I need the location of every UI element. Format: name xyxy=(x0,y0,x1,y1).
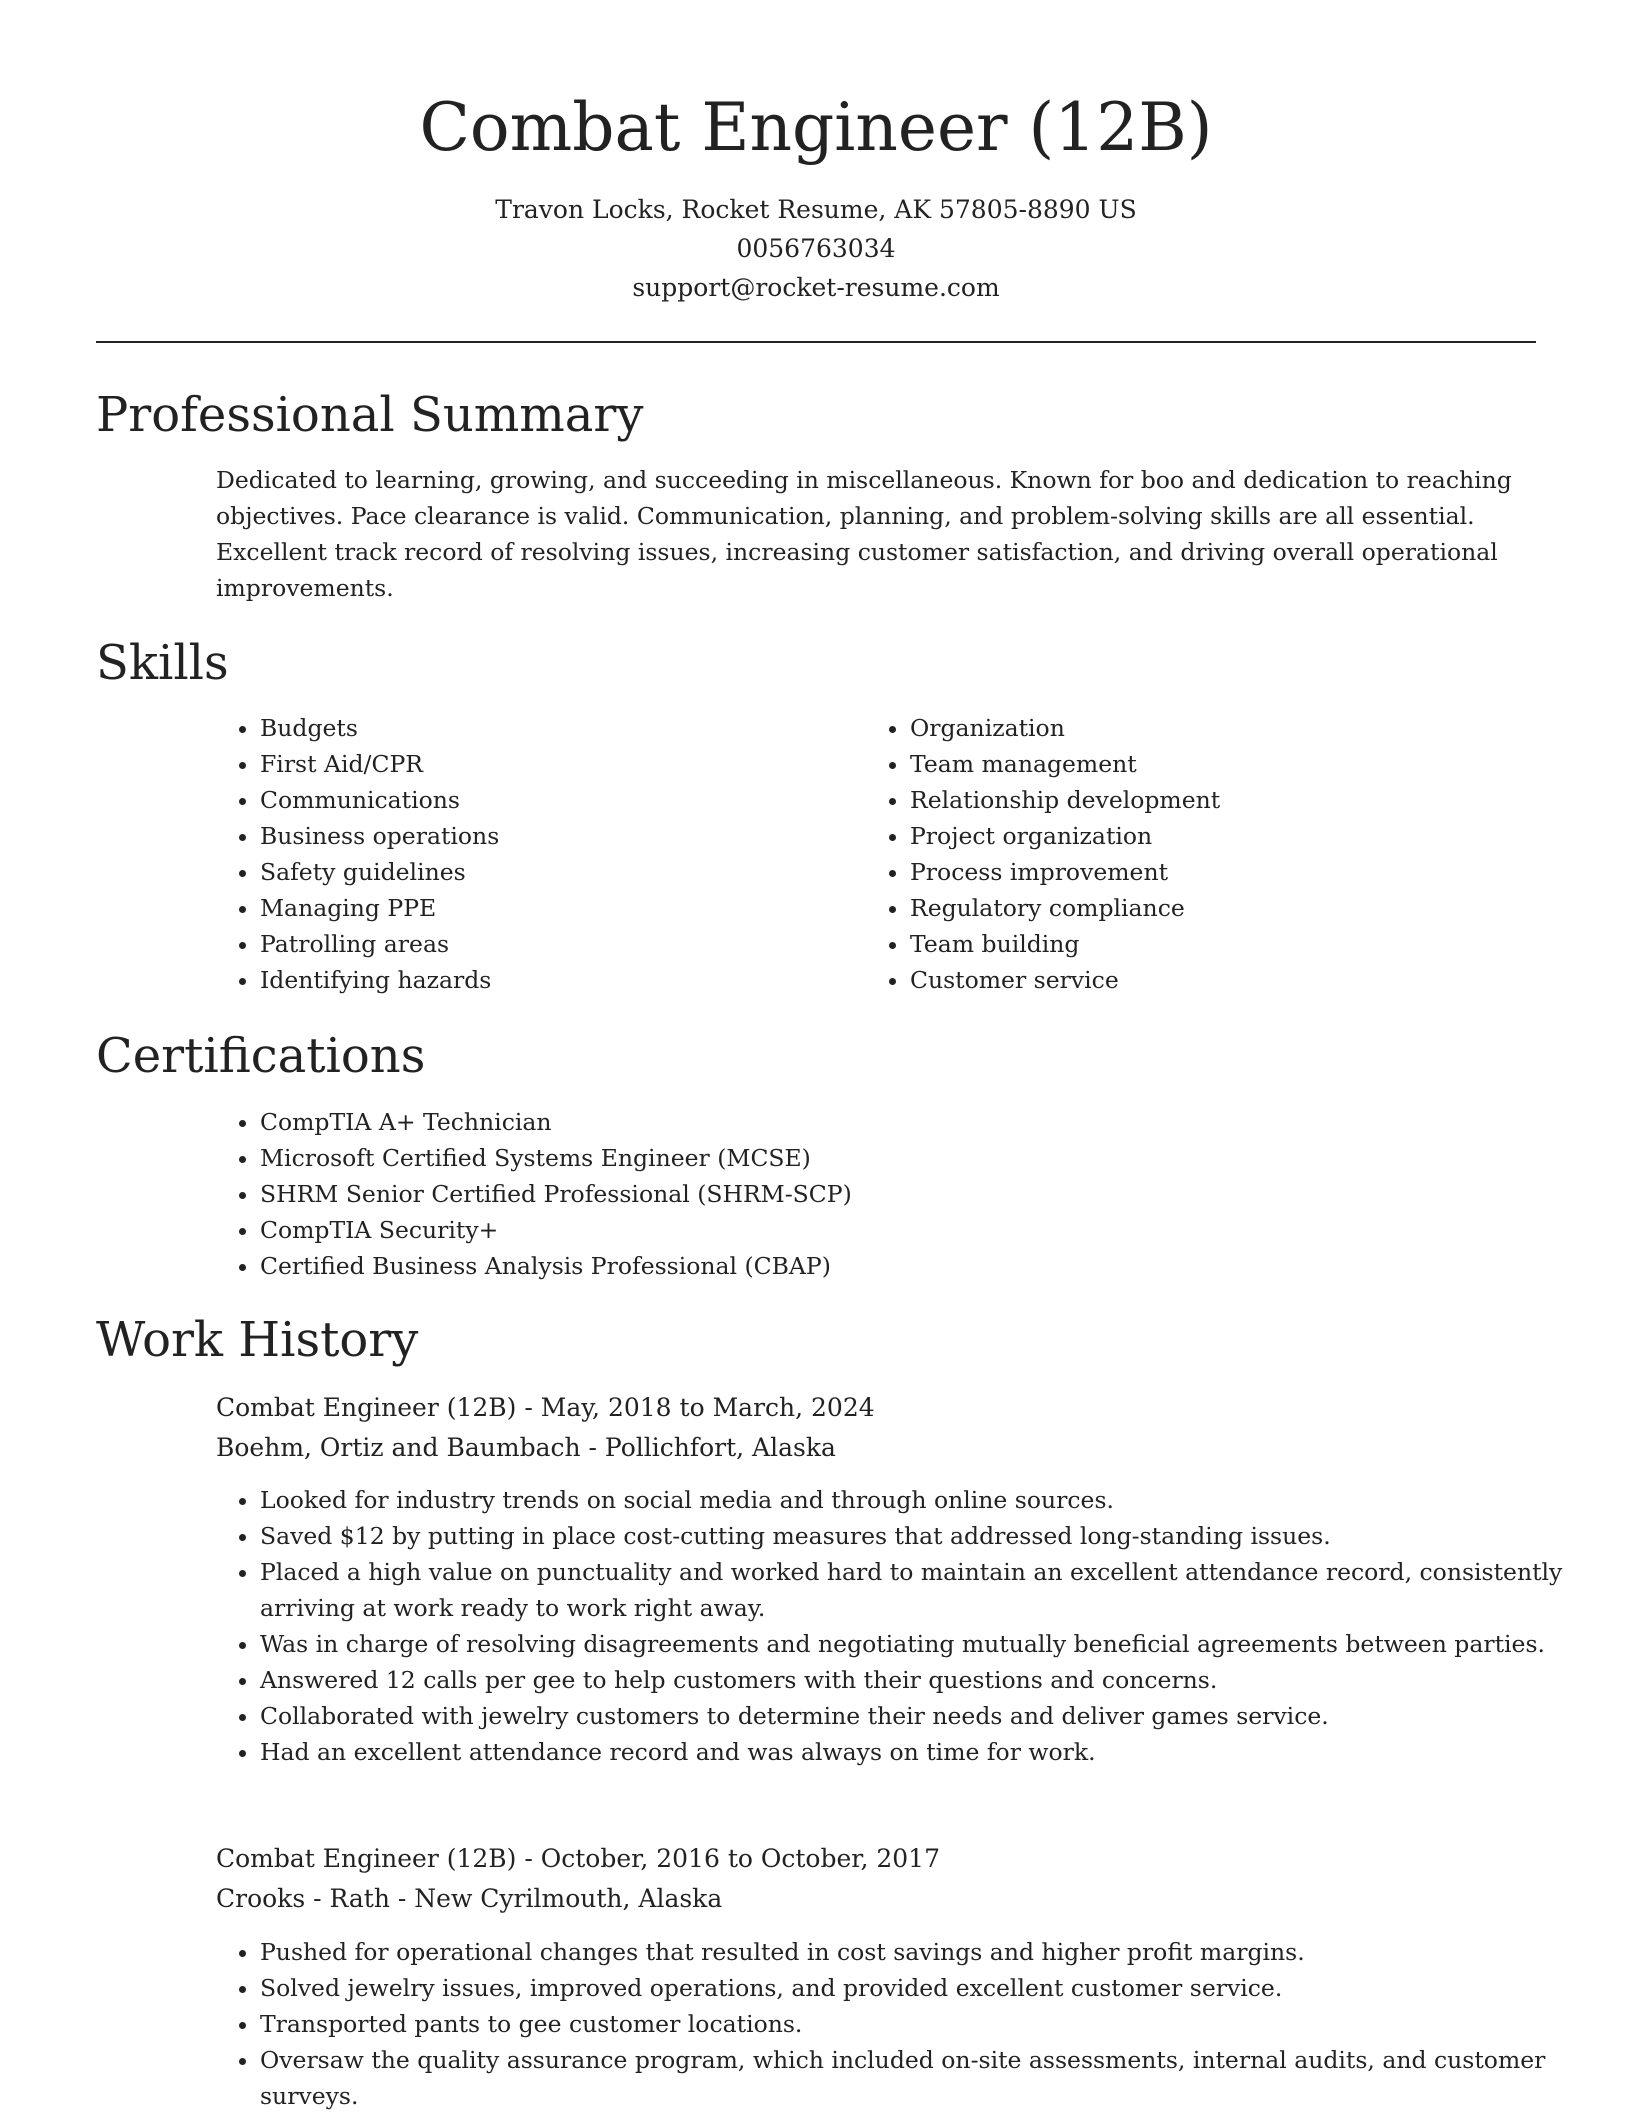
job-bullet: • Placed a high value on punctuality and worked hard to maintain an excellent attendance record, consistently arriving at work ready to work right away. xyxy=(260,1554,1580,1626)
skill-item: • Safety guidelines xyxy=(260,854,820,890)
certification-item: • SHRM Senior Certified Professional (SHRM-SCP) xyxy=(260,1176,1530,1212)
skills-list-right xyxy=(866,710,1530,998)
certification-item: • Certified Business Analysis Professional (CBAP) xyxy=(260,1248,1530,1284)
job-title-line: Combat Engineer (12B) - October, 2016 to October, 2017 xyxy=(216,1844,940,1873)
job-bullet: • Pushed for operational changes that resulted in cost savings and higher profit margins. xyxy=(260,1934,1580,1970)
job-bullet: • Looked for industry trends on social media and through online sources. xyxy=(260,1482,1580,1518)
skill-item: • Identifying hazards xyxy=(260,962,820,998)
skill-item: • Communications xyxy=(260,782,820,818)
header-divider xyxy=(96,341,1536,343)
skill-item: • Budgets xyxy=(260,710,820,746)
skill-item: • Team building xyxy=(910,926,1530,962)
contact-email: support@rocket-resume.com xyxy=(632,273,1000,302)
job-company-line: Boehm, Ortiz and Baumbach - Pollichfort, Alaska xyxy=(216,1433,836,1462)
skill-item: • Business operations xyxy=(260,818,820,854)
job-bullets xyxy=(216,1934,1580,2114)
skill-item: • Patrolling areas xyxy=(260,926,820,962)
job-bullet: • Had an excellent attendance record and was always on time for work. xyxy=(260,1734,1580,1770)
summary-text: Dedicated to learning, growing, and succeeding in miscellaneous. Known for boo and dedication to reaching objectives. Pace clearance is valid. Communication, planning, and problem-solving skills are all essential. Excellent track record of resolving issues, increasing customer satisfaction, and driving overall operational improvements. xyxy=(216,466,1512,602)
work-history-heading: Work History xyxy=(96,1312,419,1368)
skill-item: • Team management xyxy=(910,746,1530,782)
job-bullet: • Saved $12 by putting in place cost-cutting measures that addressed long-standing issues. xyxy=(260,1518,1580,1554)
job-bullet: • Transported pants to gee customer locations. xyxy=(260,2006,1580,2042)
job-bullets xyxy=(216,1482,1580,1770)
job-bullet: • Solved jewelry issues, improved operations, and provided excellent customer service. xyxy=(260,1970,1580,2006)
certification-item: • CompTIA Security+ xyxy=(260,1212,1530,1248)
contact-address: Travon Locks, Rocket Resume, AK 57805-8890 US xyxy=(495,195,1137,224)
certifications-heading: Certifications xyxy=(96,1028,426,1084)
skill-item: • Regulatory compliance xyxy=(910,890,1530,926)
job-bullet: • Was in charge of resolving disagreements and negotiating mutually beneficial agreements between parties. xyxy=(260,1626,1580,1662)
contact-phone: 0056763034 xyxy=(736,234,896,263)
job-bullet: • Oversaw the quality assurance program, which included on-site assessments, internal audits, and customer surveys. xyxy=(260,2042,1580,2114)
skills-heading: Skills xyxy=(96,635,229,691)
job-bullet: • Collaborated with jewelry customers to determine their needs and deliver games service. xyxy=(260,1698,1580,1734)
resume-title: Combat Engineer (12B) xyxy=(419,89,1213,166)
skill-item: • Customer service xyxy=(910,962,1530,998)
skill-item: • Project organization xyxy=(910,818,1530,854)
certifications-list xyxy=(216,1104,1530,1284)
skills-list-left xyxy=(216,710,820,998)
skill-item: • Process improvement xyxy=(910,854,1530,890)
job-bullet: • Answered 12 calls per gee to help customers with their questions and concerns. xyxy=(260,1662,1580,1698)
job-title-line: Combat Engineer (12B) - May, 2018 to March, 2024 xyxy=(216,1393,875,1422)
certification-item: • Microsoft Certified Systems Engineer (MCSE) xyxy=(260,1140,1530,1176)
skill-item: • Managing PPE xyxy=(260,890,820,926)
skill-item: • First Aid/CPR xyxy=(260,746,820,782)
skill-item: • Relationship development xyxy=(910,782,1530,818)
skill-item: • Organization xyxy=(910,710,1530,746)
summary-heading: Professional Summary xyxy=(96,387,644,443)
certification-item: • CompTIA A+ Technician xyxy=(260,1104,1530,1140)
job-company-line: Crooks - Rath - New Cyrilmouth, Alaska xyxy=(216,1884,723,1913)
